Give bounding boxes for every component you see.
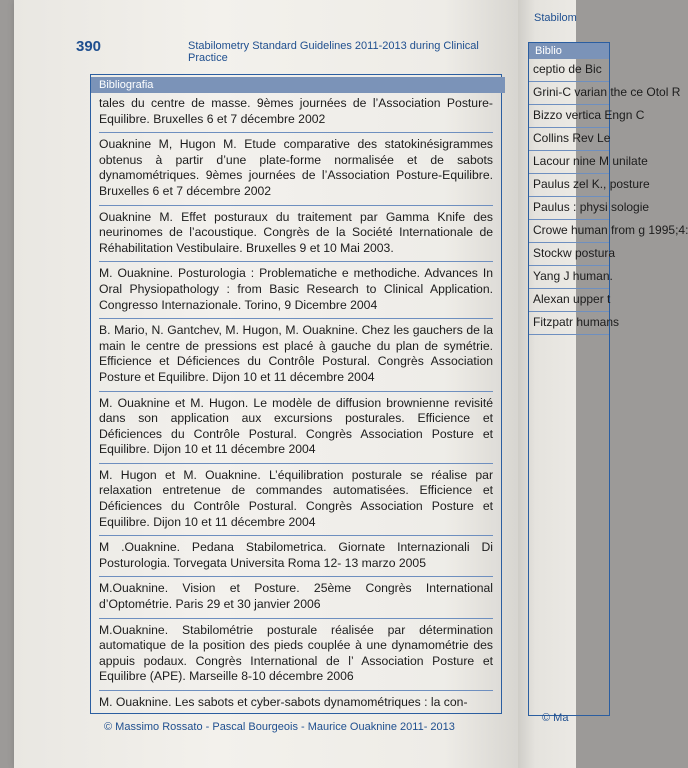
right-entry-fragment: Yang J human. — [529, 266, 609, 289]
right-entry-fragment: Alexan upper t — [529, 289, 609, 312]
bibliography-entry: Ouaknine M. Effet posturaux du traitement par Gamma Knife des neurinomes de l’acoustique. Congrès de la Société Internationale de Réhabilitation Vestibulaire. Bruxelles 9 et 10 Mai 2003. — [99, 206, 493, 263]
running-header: Stabilometry Standard Guidelines 2011-2013 during Clinical Practice — [188, 40, 479, 64]
bibliography-entry: M. Ouaknine. Les sabots et cyber-sabots dynamométriques : la con- — [99, 695, 468, 709]
right-entry-fragment: Paulus : physi sologie — [529, 197, 609, 220]
bibliography-entry: M. Hugon et M. Ouaknine. L’équilibration posturale se réalise par relaxation entretenue de commandes automatisées. Efficience et Déficiences du Contrôle Postural. Congrès Association Posture et Equilibre. Dijon 10 et 11 décembre 2004 — [99, 464, 493, 536]
right-entry-fragment: Lacour nine M unilate — [529, 151, 609, 174]
bibliography-entry: Ouaknine M, Hugon M. Etude comparative des statokinésigrammes obtenus à partir d’une plate-forme normalisée et de sabots dynamométriques. 9èmes journées de l’Association Posture-Equilibre. Bruxelles 6 et 7 décembre 2002 — [99, 133, 493, 205]
page-footer: © Massimo Rossato - Pascal Bourgeois - Maurice Ouaknine 2011- 2013 — [104, 721, 455, 733]
right-entry-fragment: ceptio de Bic — [529, 59, 609, 82]
bibliography-list — [91, 93, 501, 716]
bibliography-entry: M .Ouaknine. Pedana Stabilometrica. Giornate Internazionali Di Posturologia. Torvegata Universita Roma 12- 13 marzo 2005 — [99, 536, 493, 577]
right-page — [518, 0, 688, 768]
right-bibliography-box — [528, 42, 688, 716]
bibliography-entry: M.Ouaknine. Vision et Posture. 25ème Congrès International d’Optométrie. Paris 29 et 30 janvier 2006 — [99, 577, 493, 618]
right-entry-fragment: Paulus zel K., posture — [529, 174, 609, 197]
right-entry-fragment: Stockw postura — [529, 243, 609, 266]
right-bibliography-tab: Biblio — [529, 43, 609, 59]
bibliography-tab: Bibliografia — [91, 77, 505, 93]
right-page-footer: © Ma — [542, 712, 569, 724]
bibliography-entry: M.Ouaknine. Stabilométrie posturale réalisée par détermination automatique de la position des pieds couplée à une dynamométrie des appuis podaux. Congrès International de l’ Association Posture et Equilibre (APE). Marseille 8-10 décembre 2006 — [99, 619, 493, 691]
right-entry-fragment: Collins Rev Le — [529, 128, 609, 151]
bibliography-entry: M. Ouaknine. Posturologia : Problematiche e methodiche. Advances In Oral Physiopathology : from Basic Research to Clinical Application. Congresso Internazionale. Torino, 9 Dicembre 2004 — [99, 262, 493, 319]
left-page — [14, 0, 520, 768]
bibliography-entry: M. Ouaknine et M. Hugon. Le modèle de diffusion brownienne revisité dans son application aux excursions posturales. Efficience et Déficiences du Contrôle Postural. Congrès Association Posture et Equilibre. Dijon 10 et 11 décembre 2004 — [99, 392, 493, 464]
bibliography-entry: tales du centre de masse. 9èmes journées de l’Association Posture-Equilibre. Bruxelles 6 et 7 décembre 2002 — [99, 95, 493, 133]
right-entry-fragment: Crowe human from g 1995;4: — [529, 220, 609, 243]
bibliography-box — [90, 74, 502, 714]
right-entry-fragment: Bizzo vertica Engn C — [529, 105, 609, 128]
right-entry-fragment: Fitzpatr humans — [529, 312, 609, 335]
bibliography-entry: B. Mario, N. Gantchev, M. Hugon, M. Ouaknine. Chez les gauchers de la main le centre de pressions est placé à gauche du plan de symétrie. Efficience et Déficiences du Contrôle Postural. Congrès Association Posture et Equilibre. Dijon 10 et 11 décembre 2004 — [99, 319, 493, 391]
page-number: 390 — [76, 38, 102, 55]
right-running-header: Stabilom — [534, 12, 577, 24]
right-entry-fragment: Grini-C varian the ce Otol R — [529, 82, 609, 105]
